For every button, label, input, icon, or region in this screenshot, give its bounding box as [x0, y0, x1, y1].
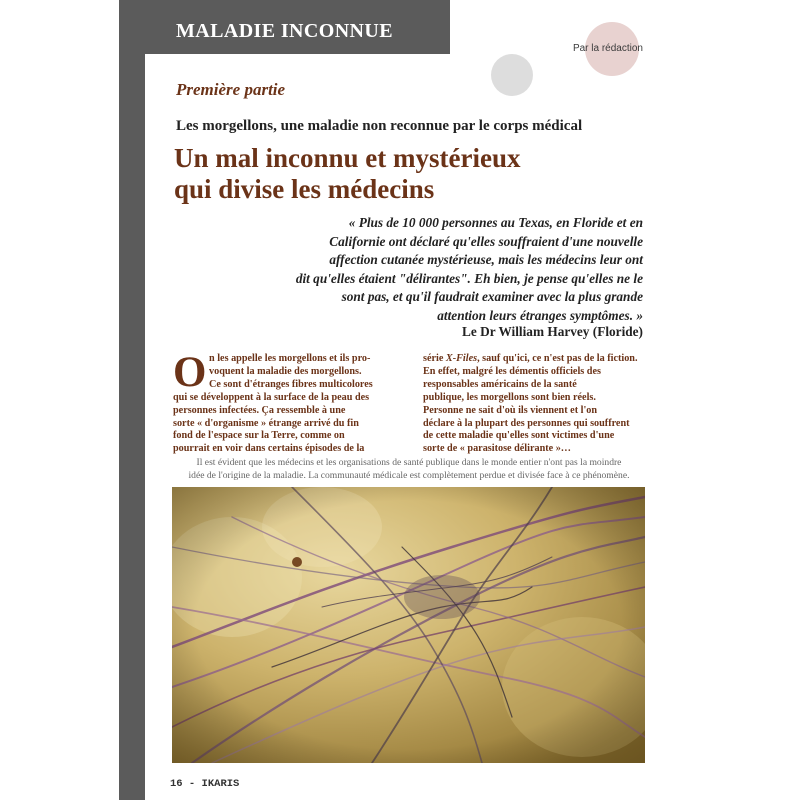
body-line: pourrait en voir dans certains épisodes de la — [173, 443, 365, 455]
caption-line: idée de l'origine de la maladie. La communauté médicale est complètement perdue et divisée face à ce phénomène. — [188, 469, 630, 481]
quote-line: Californie ont déclaré qu'elles souffraient d'une nouvelle — [329, 233, 643, 249]
quote-line: sont pas, et qu'il faudrait examiner avec la plus grande — [341, 289, 643, 304]
body-text: série — [423, 353, 446, 364]
body-line: déclare à la plupart des personnes qui souffrent — [423, 417, 630, 429]
body-text: , sauf qu'ici, ce n'est pas de la fiction. — [477, 353, 638, 364]
quote-line: « Plus de 10 000 personnes au Texas, en Floride et en — [348, 215, 643, 230]
body-line: sorte de « parasitose délirante »… — [423, 443, 571, 455]
section-label: Première partie — [176, 80, 286, 99]
body-line: Ce sont d'étranges fibres multicolores — [209, 378, 373, 390]
article-kicker: Les morgellons, une maladie non reconnue par le corps médical — [176, 118, 583, 134]
drop-cap-letter: O — [173, 349, 207, 396]
pull-quote — [173, 214, 643, 325]
body-line: sorte « d'organisme » étrange arrivé du fin — [173, 417, 359, 429]
page-footer — [170, 778, 239, 790]
body-line: personnes infectées. Ça ressemble à une — [173, 404, 346, 416]
rubric-title: MALADIE INCONNUE — [176, 20, 393, 42]
body-line: qui se développent à la surface de la peau des — [173, 391, 370, 403]
headline-line: Un mal inconnu et mystérieux — [174, 143, 521, 173]
body-line: voquent la maladie des morgellons. — [209, 365, 362, 377]
decorative-circle-grey — [491, 54, 533, 96]
body-line: fond de l'espace sur la Terre, comme on — [173, 430, 345, 442]
caption-line: Il est évident que les médecins et les organisations de santé publique dans le monde entier n'ont pas la moindre — [196, 457, 622, 468]
fibers-image — [172, 487, 645, 763]
quote-line: affection cutanée mystérieuse, mais les médecins leur ont — [329, 252, 643, 267]
body-line — [423, 353, 645, 366]
body-line: En effet, malgré les démentis officiels des — [423, 365, 601, 377]
page-number: 16 — [170, 778, 183, 790]
article-headline — [174, 143, 644, 205]
page-sidebar-bar — [119, 0, 145, 800]
body-line: de cette maladie qu'elles sont victimes d'une — [423, 430, 615, 442]
body-column-right — [423, 353, 645, 456]
quote-line: dit qu'elles étaient "délirantes". Eh bien, je pense qu'elles ne le — [295, 270, 643, 286]
footer-separator: - — [188, 778, 196, 790]
quote-line: attention leurs étranges symptômes. » — [437, 307, 643, 323]
body-line: Personne ne sait d'où ils viennent et l'on — [423, 404, 598, 416]
magazine-name: IKARIS — [201, 778, 240, 790]
body-column-left — [173, 353, 388, 456]
body-line: publique, les morgellons sont bien réels. — [423, 391, 596, 403]
byline: Par la rédaction — [572, 43, 643, 54]
photo-caption — [172, 457, 646, 482]
body-line: responsables américains de la santé — [423, 378, 577, 390]
microscope-photo — [172, 487, 645, 763]
quote-author: Le Dr William Harvey (Floride) — [462, 324, 643, 339]
body-line: n les appelle les morgellons et ils pro- — [209, 353, 371, 364]
series-title: X-Files — [445, 353, 478, 364]
headline-line: qui divise les médecins — [174, 174, 435, 204]
